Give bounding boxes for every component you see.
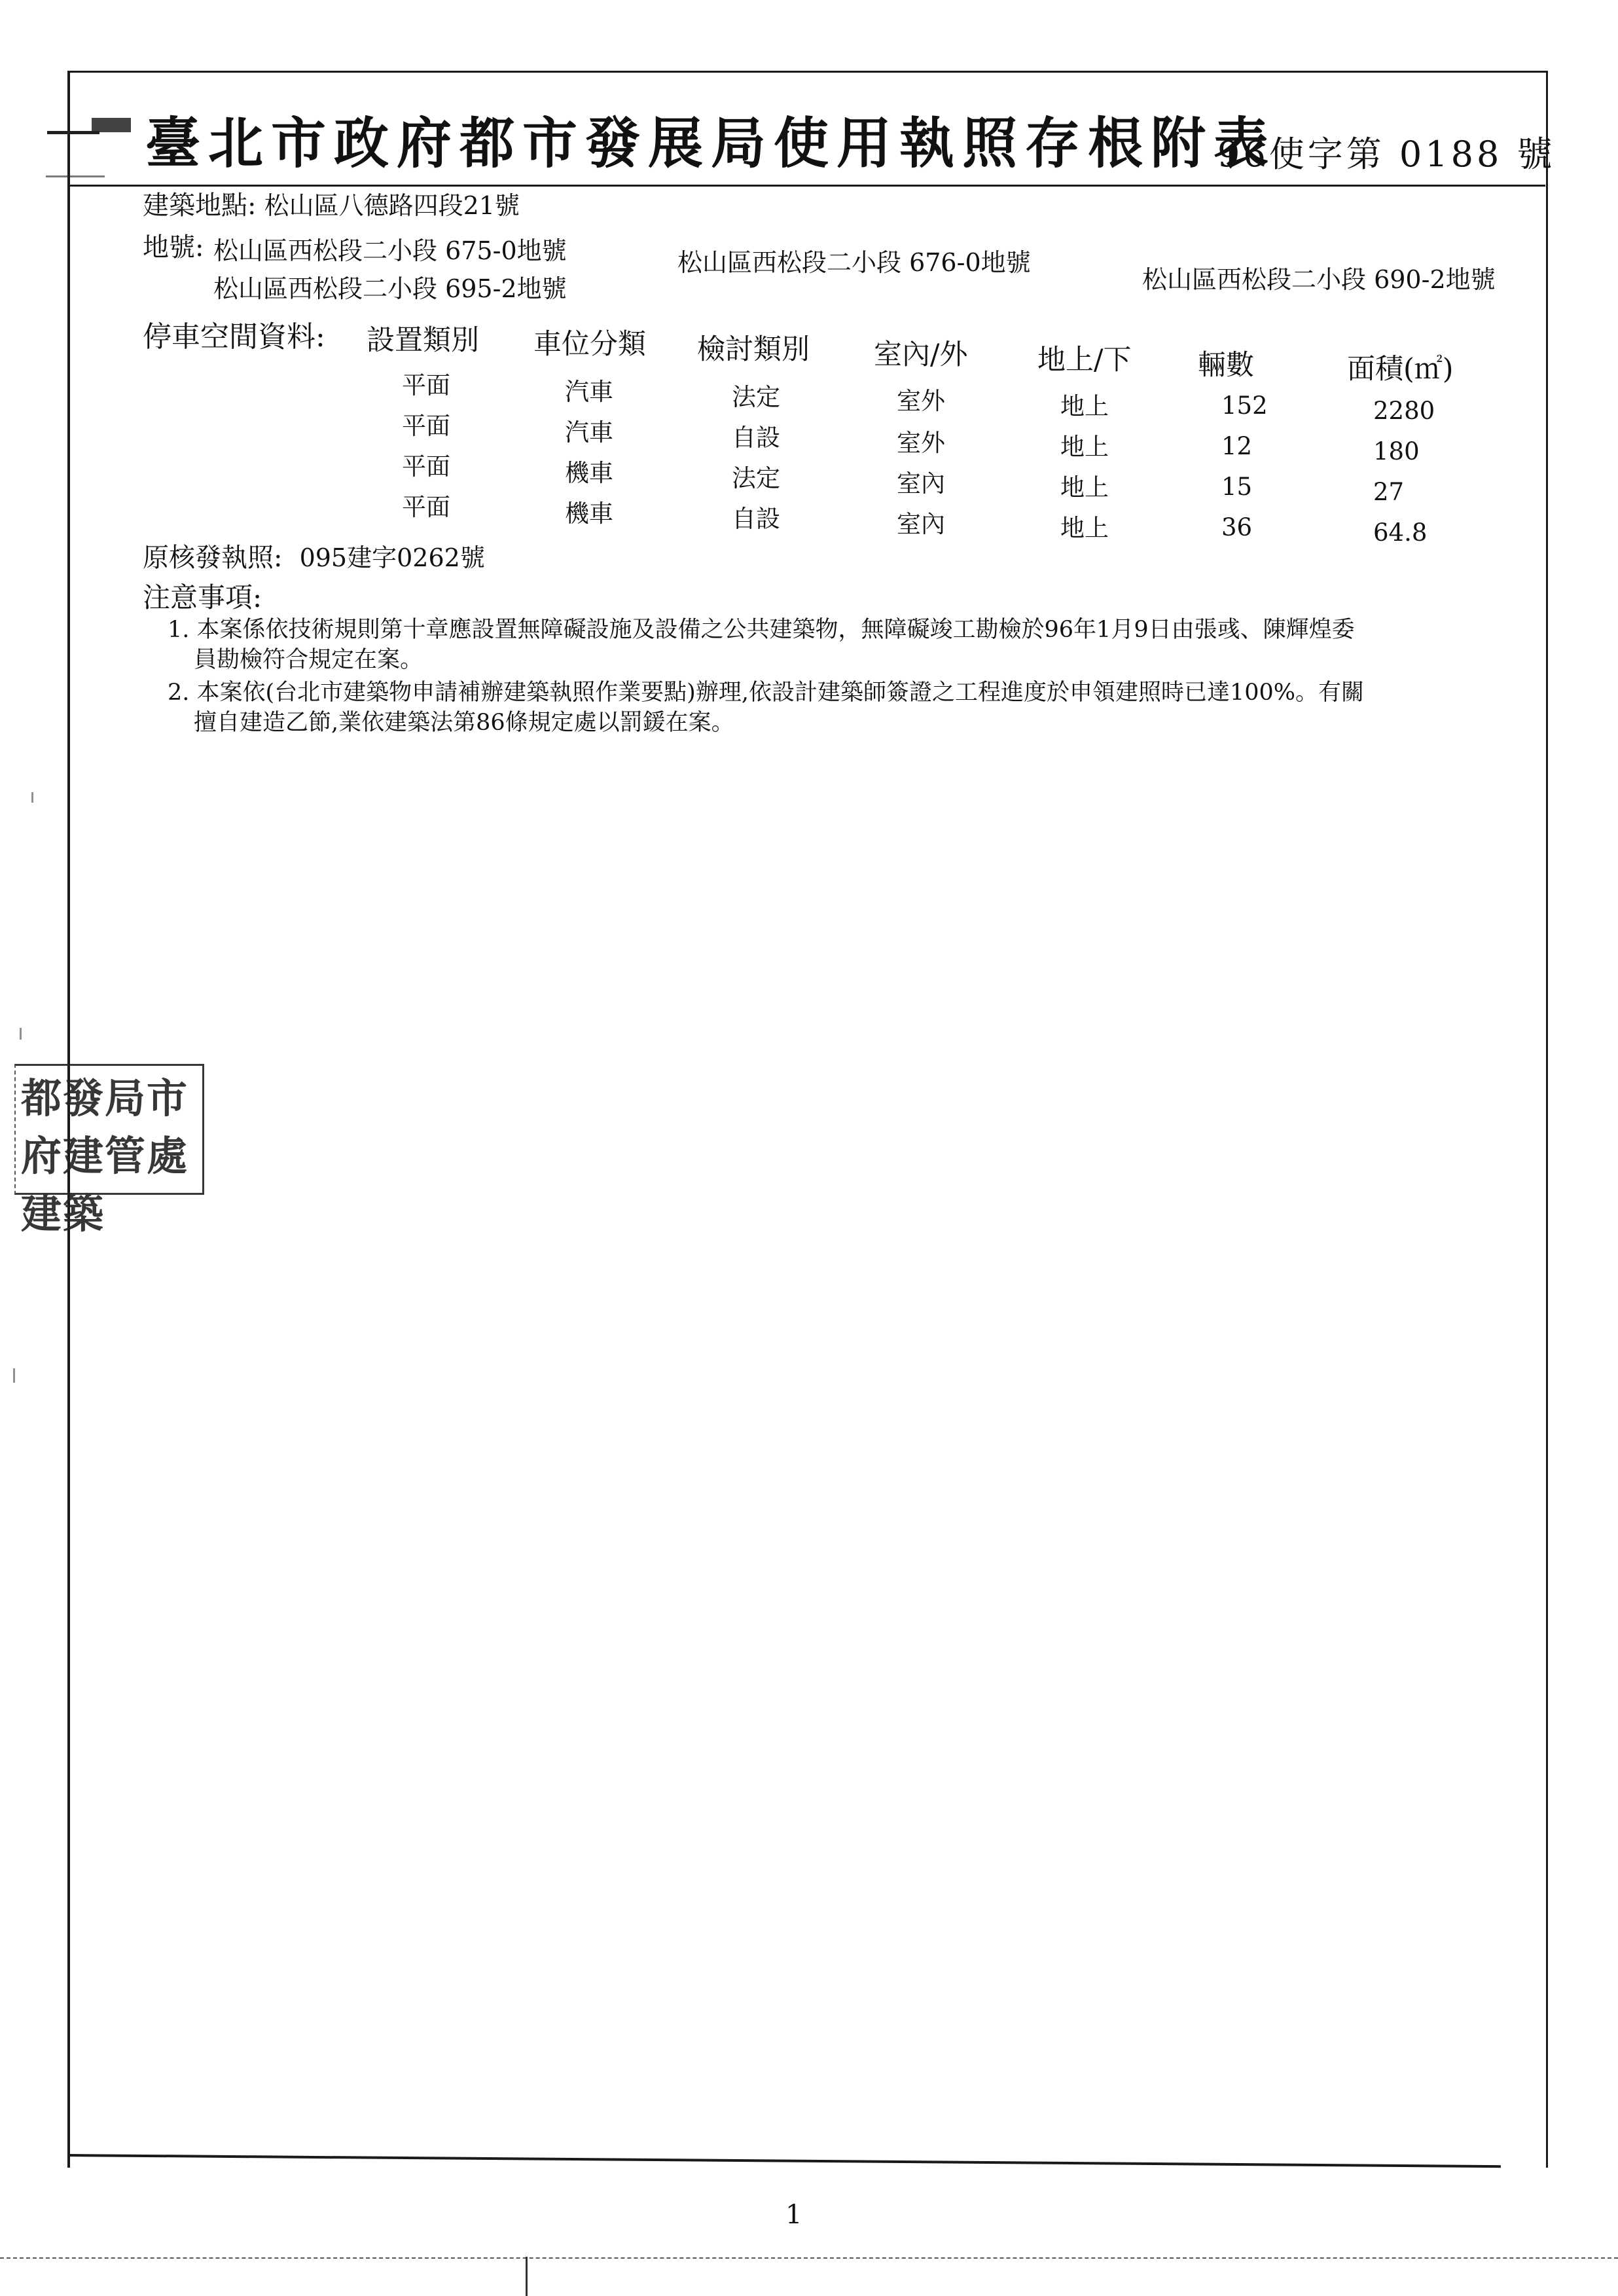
lot-item: 松山區西松段二小段 676-0地號 bbox=[677, 248, 1031, 277]
parking-cell: 法定 bbox=[732, 464, 780, 492]
parking-cell: 64.8 bbox=[1373, 519, 1428, 547]
scan-artifact bbox=[20, 1028, 22, 1040]
seal-text: 都發局市府建管處建築 bbox=[21, 1074, 189, 1237]
parking-cell: 平面 bbox=[402, 412, 450, 440]
lot-item: 松山區西松段二小段 675-0地號 bbox=[213, 236, 567, 265]
parking-header: 設置類別 bbox=[367, 324, 479, 357]
scan-artifact bbox=[92, 118, 131, 132]
document-number: 96使字第 0188 號 bbox=[1217, 134, 1556, 175]
scan-bottom-tick bbox=[526, 2257, 528, 2296]
scan-artifact bbox=[31, 792, 33, 803]
parking-cell: 平面 bbox=[402, 371, 450, 399]
document-frame bbox=[67, 71, 1548, 2168]
parking-cell: 汽車 bbox=[565, 418, 613, 446]
parking-cell: 平面 bbox=[402, 452, 450, 481]
parking-cell: 27 bbox=[1373, 478, 1405, 506]
parking-cell: 36 bbox=[1221, 513, 1253, 541]
official-seal-stamp bbox=[14, 1064, 204, 1237]
parking-header: 車位分類 bbox=[533, 328, 646, 361]
parking-cell: 汽車 bbox=[565, 378, 613, 406]
parking-cell: 2280 bbox=[1373, 397, 1435, 425]
site-address-row bbox=[143, 185, 520, 222]
note-line: 2. 本案依(台北市建築物申請補辦建築執照作業要點)辦理,依設計建築師簽證之工程進度於申領建照時已達100%。有關 bbox=[168, 680, 1365, 706]
parking-cell: 180 bbox=[1373, 437, 1420, 465]
parking-label: 停車空間資料: bbox=[143, 320, 325, 354]
parking-cell: 地上 bbox=[1060, 392, 1109, 420]
parking-cell: 自設 bbox=[732, 424, 780, 452]
original-license-label: 原核發執照: bbox=[143, 543, 283, 573]
parking-cell: 地上 bbox=[1060, 473, 1109, 501]
parking-cell: 機車 bbox=[565, 459, 613, 487]
parking-header: 地上/下 bbox=[1037, 344, 1132, 376]
document-title: 臺北市政府都市發展局使用執照存根附表 bbox=[145, 111, 1277, 175]
parking-cell: 地上 bbox=[1060, 514, 1109, 542]
parking-cell: 15 bbox=[1221, 473, 1253, 501]
parking-cell: 室外 bbox=[897, 387, 945, 415]
parking-header: 室內/外 bbox=[874, 338, 968, 371]
site-value: 松山區八德路四段21號 bbox=[264, 191, 520, 220]
parking-header: 輛數 bbox=[1198, 349, 1254, 382]
note-line: 員勘檢符合規定在案。 bbox=[194, 647, 423, 673]
scan-artifact bbox=[13, 1368, 15, 1383]
scan-artifact bbox=[46, 175, 105, 177]
notes-label: 注意事項: bbox=[143, 581, 262, 613]
parking-cell: 自設 bbox=[732, 505, 780, 533]
parking-cell: 12 bbox=[1221, 432, 1253, 460]
site-label: 建築地點: bbox=[143, 191, 257, 221]
parking-cell: 法定 bbox=[732, 383, 780, 411]
parking-cell: 室外 bbox=[897, 429, 945, 457]
page-number: 1 bbox=[785, 2200, 802, 2230]
original-license-row bbox=[143, 537, 485, 574]
lot-item: 松山區西松段二小段 690-2地號 bbox=[1142, 265, 1496, 294]
note-line: 擅自建造乙節,業依建築法第86條規定處以罰鍰在案。 bbox=[194, 710, 734, 736]
parking-cell: 室內 bbox=[897, 510, 945, 538]
note-line: 1. 本案係依技術規則第十章應設置無障礙設施及設備之公共建築物，無障礙竣工勘檢於96年1月9日由張彧、陳輝煌委 bbox=[168, 617, 1355, 643]
parking-cell: 機車 bbox=[565, 500, 613, 528]
lot-item: 松山區西松段二小段 695-2地號 bbox=[213, 274, 567, 303]
scan-bottom-edge bbox=[0, 2257, 1618, 2259]
parking-cell: 平面 bbox=[402, 493, 450, 521]
parking-header: 檢討類別 bbox=[697, 333, 810, 366]
original-license-value: 095建字0262號 bbox=[299, 543, 485, 572]
lots-label: 地號: bbox=[143, 232, 204, 263]
parking-header: 面積(㎡) bbox=[1347, 353, 1454, 386]
parking-cell: 152 bbox=[1221, 392, 1268, 420]
parking-cell: 室內 bbox=[897, 469, 945, 498]
parking-cell: 地上 bbox=[1060, 433, 1109, 461]
